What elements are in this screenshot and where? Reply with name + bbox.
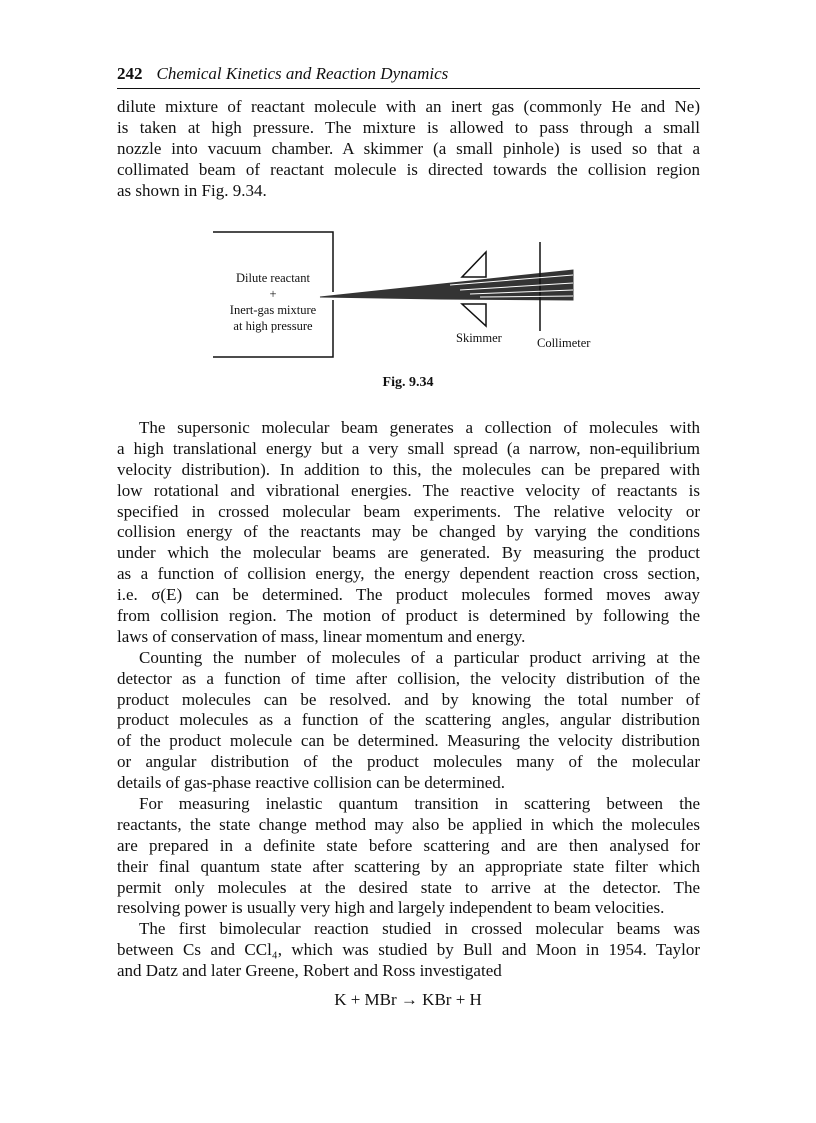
text-line: velocity distribution). In addition to this, the molecules can be prepared with xyxy=(117,459,700,479)
text-line: as shown in Fig. 9.34. xyxy=(117,180,267,200)
text-line: under which the molecular beams are generated. By measuring the product xyxy=(117,543,700,563)
text-line: product molecules as a function of the scattering angles, angular distribution xyxy=(117,710,700,730)
text-line: reactants, the state change method may also be applied in which the molecules xyxy=(117,814,700,834)
reservoir-label xyxy=(213,270,333,334)
skimmer-lower xyxy=(462,304,486,326)
body-text xyxy=(117,418,700,982)
skimmer-label: Skimmer xyxy=(456,331,502,345)
text-line: are prepared in a definite state before scattering and are then analysed for xyxy=(117,835,700,855)
text-line: their final quantum state after scattering by an appropriate state filter which xyxy=(117,856,700,876)
collimeter-label: Collimeter xyxy=(537,336,591,350)
text-line: from collision region. The motion of product is determined by following the xyxy=(117,606,700,626)
text-line: and Datz and later Greene, Robert and Ross investigated xyxy=(117,961,502,981)
text-line: The first bimolecular reaction studied in crossed molecular beams was xyxy=(139,919,700,939)
text-line: Counting the number of molecules of a particular product arriving at the xyxy=(139,647,700,667)
text-line: collimated beam of reactant molecule is directed towards the collision region xyxy=(117,159,700,179)
text-line: or angular distribution of the product molecules many of the molecular xyxy=(117,752,700,772)
text-line: detector as a function of time after collision, the velocity distribution of the xyxy=(117,668,700,688)
text-line: nozzle into vacuum chamber. A skimmer (a small pinhole) is used so that a xyxy=(117,138,700,158)
text-line: a high translational energy but a very small spread (a narrow, non-equilibrium xyxy=(117,438,700,458)
text-line: product molecules can be resolved. and by knowing the total number of xyxy=(117,689,700,709)
text-line: Inert-gas mixture xyxy=(229,303,317,317)
beam-rays xyxy=(320,270,573,300)
skimmer-upper xyxy=(462,252,486,277)
text-line: of the product molecule can be determined. Measuring the velocity distribution xyxy=(117,731,700,751)
text-line: specified in crossed molecular beam experiments. The relative velocity or xyxy=(117,501,700,521)
page-number: 242 xyxy=(117,64,143,83)
text-line: resolving power is usually very high and largely independent to beam velocities. xyxy=(117,898,665,918)
text-line: details of gas-phase reactive collision can be determined. xyxy=(117,773,506,793)
text-line: Dilute reactant xyxy=(236,271,310,285)
text-line: low rotational and vibrational energies. The reactive velocity of reactants is xyxy=(117,480,700,500)
text-line: permit only molecules at the desired state to arrive at the detector. The xyxy=(117,877,700,897)
text-line: dilute mixture of reactant molecule with an inert gas (commonly He and Ne) xyxy=(117,97,700,116)
text-line: at high pressure xyxy=(233,319,313,333)
text-line: The supersonic molecular beam generates a collection of molecules with xyxy=(139,418,700,437)
text-line: + xyxy=(269,287,277,301)
text-line: as a function of collision energy, the energy dependent reaction cross section, xyxy=(117,564,700,584)
molecular-beam-figure xyxy=(0,0,816,400)
text-line: i.e. σ(E) can be determined. The product molecules formed moves away xyxy=(117,585,700,605)
text-line: For measuring inelastic quantum transition in scattering between the xyxy=(139,794,700,814)
figure-caption: Fig. 9.34 xyxy=(382,375,434,390)
reaction-equation: K + MBr → KBr + H xyxy=(334,990,482,1009)
text-line: between Cs and CCl₄, which was studied by Bull and Moon in 1954. Taylor xyxy=(117,940,700,960)
text-line: collision energy of the reactants may be changed by varying the conditions xyxy=(117,522,700,542)
text-line: is taken at high pressure. The mixture is allowed to pass through a small xyxy=(117,117,700,137)
text-line: laws of conservation of mass, linear momentum and energy. xyxy=(117,626,526,646)
running-title: Chemical Kinetics and Reaction Dynamics xyxy=(156,64,449,83)
